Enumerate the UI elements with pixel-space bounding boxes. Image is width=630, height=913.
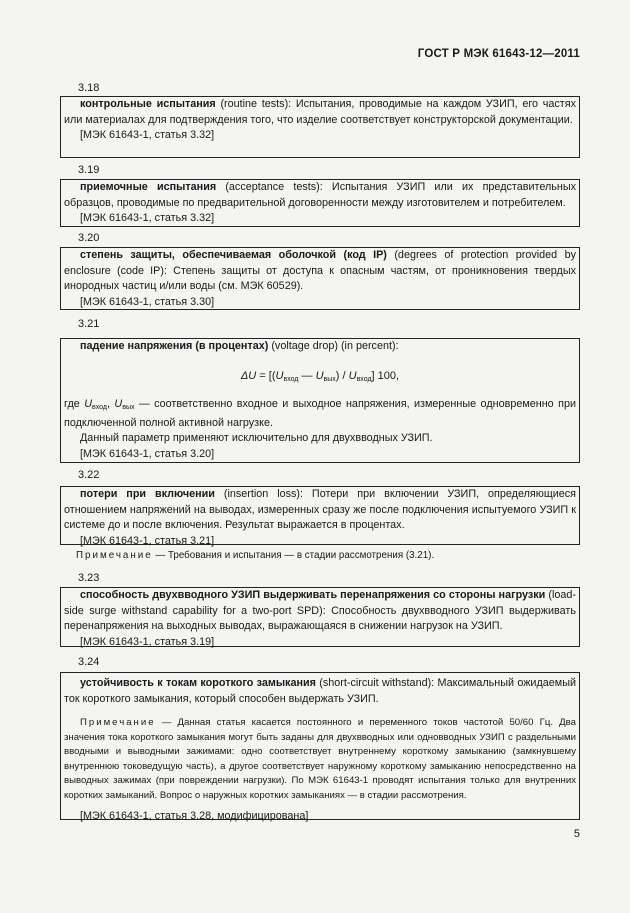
term: падение напряжения (в процентах) [80, 340, 269, 352]
definition-box [60, 96, 580, 158]
definition-box [60, 486, 580, 545]
reference: [МЭК 61643-1, статья 3.21] [80, 534, 215, 547]
page-number: 5 [573, 828, 580, 840]
term-description: (acceptance tests): Испытания УЗИП или их представительных образцов, проводимые по предварительной договоренности между изготовителем и потребителем. [64, 181, 577, 209]
term-description: (load-side surge withstand capability for a two-port SPD): Способность двухвводного УЗИП выдерживать перенапряжения на выходных выводах, выражающаяся в снижении нагрузок на УЗИП. [64, 589, 576, 632]
term: способность двухвводного УЗИП выдерживать перенапряжения со стороны нагрузки [80, 589, 546, 601]
document-header: ГОСТ Р МЭК 61643-12—2011 [417, 48, 580, 60]
term-description: (degrees of protection provided by enclosure (code IP): Степень защиты от доступа к опасным частям, от проникновения твердых инородных частиц и/или воды (см. МЭК 60529). [64, 249, 576, 292]
reference: [МЭК 61643-1, статья 3.28, модифицирована] [80, 810, 309, 822]
definition-text [64, 97, 576, 128]
definition-text [64, 248, 576, 295]
definition-text [64, 180, 576, 211]
reference: [МЭК 61643-1, статья 3.20] [80, 447, 215, 460]
definition-box [60, 587, 580, 647]
definition-text [64, 676, 576, 707]
definition-box [60, 179, 580, 227]
formula: $\Delta U = [(U_{вход}$ — $U_{вых}) / U_{вход}$] 100, [240, 369, 400, 383]
definition-text [64, 339, 576, 355]
entry-number: 3.20 [78, 232, 100, 244]
reference: [МЭК 61643-1, статья 3.30] [80, 295, 215, 308]
term: потери при включении [80, 488, 215, 500]
definition-box [60, 338, 580, 463]
note: Примечание — Данная статья касается постоянного и переменного токов частотой 50/60 Гц. Два значения тока короткого замыкания могут быть заданы для двухвводных или одновводных УЗИП с раздельными вводными и выводными зажимами: одно соответствует внутреннему короткому замыканию (замкнувшему внутреннюю токоведущую часть), а другое соответствует наружному короткому замыканию непосредственно на выводных зажимах (при повреждении нагрузки). По МЭК 61643-1 проводят испытания только для внутренних коротких замыканий. Вопрос о наружных коротких замыканиях — в стадии рассмотрения. [64, 717, 576, 801]
term-description: (routine tests): Испытания, проводимые на каждом УЗИП, его частях или материалах для подтверждения того, что изделие соответствует конструкторской документации. [64, 98, 576, 126]
term-description: (insertion loss): Потери при включении УЗИП, определяющиеся отношением напряжений на выводах, измеренных сразу же после подключения испытуемого УЗИП к системе до и после включения. Результат выражается в процентах. [64, 488, 576, 531]
term: приемочные испытания [80, 181, 217, 193]
reference: [МЭК 61643-1, статья 3.32] [80, 212, 215, 224]
entry-number: 3.22 [78, 469, 100, 481]
definition-box [60, 672, 580, 820]
reference: [МЭК 61643-1, статья 3.19] [80, 635, 215, 648]
definition-text [64, 487, 576, 534]
note: Примечание — Требования и испытания — в стадии рассмотрения (3.21). [76, 550, 435, 561]
term: контрольные испытания [80, 98, 216, 110]
entry-number: 3.21 [78, 318, 100, 330]
entry-number: 3.24 [78, 656, 100, 668]
reference: [МЭК 61643-1, статья 3.32] [80, 129, 215, 141]
formula-explanation: где $U_{вход}$, $U_{вых}$ — соответственно входное и выходное напряжения, измеренные одновременно при подключенной полной активной нагрузке. [64, 398, 577, 429]
entry-number: 3.19 [78, 164, 100, 176]
extra-text: Данный параметр применяют исключительно для двухвводных УЗИП. [80, 432, 433, 444]
term-description: (voltage drop) (in percent): [268, 340, 399, 352]
term: устойчивость к токам короткого замыкания [80, 677, 316, 689]
entry-number: 3.18 [78, 82, 100, 94]
entry-number: 3.23 [78, 572, 100, 584]
term: степень защиты, обеспечиваемая оболочкой (код IP) [80, 249, 387, 261]
definition-text [64, 588, 576, 635]
definition-box [60, 247, 580, 310]
term-description: (short-circuit withstand): Максимальный ожидаемый ток короткого замыкания, который способен выдержать УЗИП. [64, 677, 576, 705]
